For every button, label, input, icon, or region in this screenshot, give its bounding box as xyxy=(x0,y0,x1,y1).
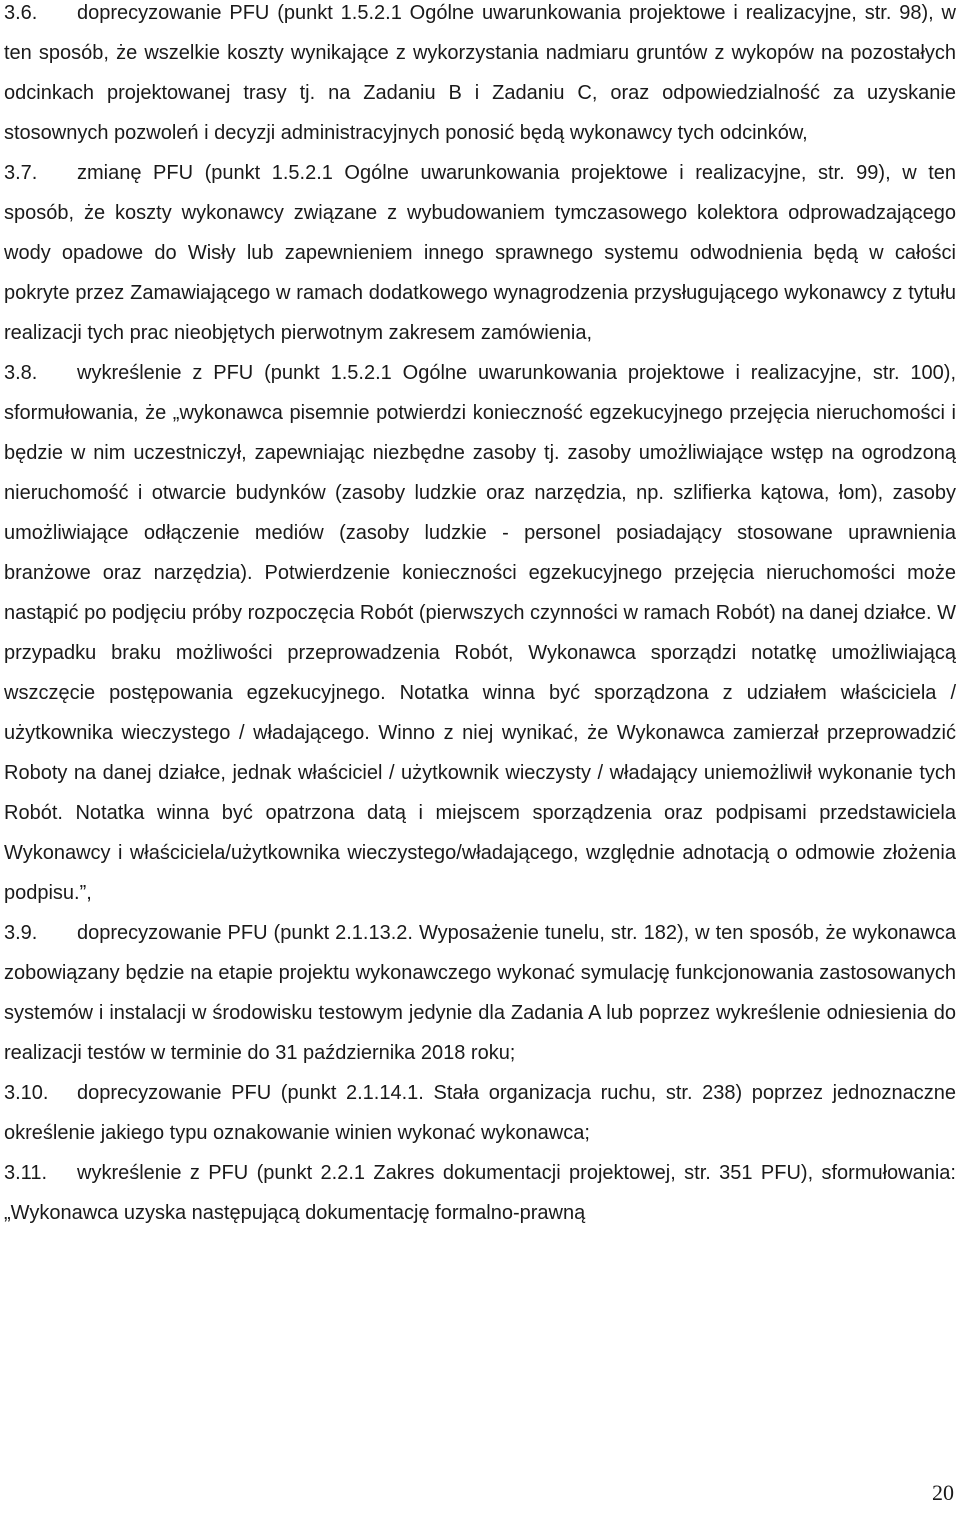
item-text: zmianę PFU (punkt 1.5.2.1 Ogólne uwarunkowania projektowe i realizacyjne, str. 99), w ten sposób, że koszty wykonawcy związane z wybudowaniem tymczasowego kolektora odprowadzającego wody opadowe do Wisły lub zapewnieniem innego sprawnego systemu odwodnienia będą w całości pokryte przez Zamawiającego w ramach dodatkowego wynagrodzenia przysługującego wykonawcy z tytułu realizacji tych prac nieobjętych pierwotnym zakresem zamówienia, xyxy=(4,162,956,344)
list-item-3-10 xyxy=(4,1073,956,1153)
list-item-3-6 xyxy=(4,0,956,153)
list-item-3-8 xyxy=(4,353,956,913)
item-number: 3.9. xyxy=(4,922,38,944)
item-number: 3.6. xyxy=(4,2,38,24)
item-text: doprecyzowanie PFU (punkt 2.1.13.2. Wyposażenie tunelu, str. 182), w ten sposób, że wykonawca zobowiązany będzie na etapie projektu wykonawczego wykonać symulację funkcjonowania zastosowanych systemów i instalacji w środowisku testowym jedynie dla Zadania A lub poprzez wykreślenie odniesienia do realizacji testów w terminie do 31 października 2018 roku; xyxy=(4,922,956,1064)
item-number: 3.10. xyxy=(4,1082,49,1104)
item-text: doprecyzowanie PFU (punkt 2.1.14.1. Stała organizacja ruchu, str. 238) poprzez jednoznaczne określenie jakiego typu oznakowanie winien wykonać wykonawca; xyxy=(4,1082,956,1144)
item-text: wykreślenie z PFU (punkt 1.5.2.1 Ogólne uwarunkowania projektowe i realizacyjne, str. 100), sformułowania, że „wykonawca pisemnie potwierdzi konieczność egzekucyjnego przejęcia nieruchomości i będzie w nim uczestniczył, zapewniając niezbędne zasoby tj. zasoby umożliwiające wstęp na ogrodzoną nieruchomość i otwarcie budynków (zasoby ludzkie oraz narzędzia, np. szlifierka kątowa, łom), zasoby umożliwiające odłączenie mediów (zasoby ludzkie - personel posiadający stosowane uprawnienia branżowe oraz narzędzia). Potwierdzenie konieczności egzekucyjnego przejęcia nieruchomości może nastąpić po podjęciu próby rozpoczęcia Robót (pierwszych czynności w ramach Robót) na danej działce. W przypadku braku możliwości przeprowadzenia Robót, Wykonawca sporządzi notatkę umożliwiającą wszczęcie postępowania egzekucyjnego. Notatka winna być sporządzona z udziałem właściciela / użytkownika wieczystego / władającego. Winno z niej wynikać, że Wykonawca zamierzał przeprowadzić Roboty na danej działce, jednak właściciel / użytkownik wieczysty / władający uniemożliwił wykonanie tych Robót. Notatka winna być opatrzona datą i miejscem sporządzenia oraz podpisami przedstawiciela Wykonawcy i właściciela/użytkownika wieczystego/władającego, względnie adnotacją o odmowie złożenia podpisu.”, xyxy=(4,362,956,904)
item-text: wykreślenie z PFU (punkt 2.2.1 Zakres dokumentacji projektowej, str. 351 PFU), sformułowania: „Wykonawca uzyska następującą dokumentację formalno-prawną xyxy=(4,1162,956,1224)
list-item-3-11 xyxy=(4,1153,956,1233)
item-number: 3.8. xyxy=(4,362,38,384)
list-item-3-9 xyxy=(4,913,956,1073)
item-number: 3.7. xyxy=(4,162,38,184)
item-text: doprecyzowanie PFU (punkt 1.5.2.1 Ogólne uwarunkowania projektowe i realizacyjne, str. 98), w ten sposób, że wszelkie koszty wynikające z wykorzystania nadmiaru gruntów z wykopów na pozostałych odcinkach projektowanej trasy tj. na Zadaniu B i Zadaniu C, oraz odpowiedzialność za uzyskanie stosownych pozwoleń i decyzji administracyjnych ponosić będą wykonawcy tych odcinków, xyxy=(4,2,956,144)
document-body xyxy=(4,0,956,1233)
list-item-3-7 xyxy=(4,153,956,353)
page-number: 20 xyxy=(932,1480,954,1505)
item-number: 3.11. xyxy=(4,1162,47,1184)
